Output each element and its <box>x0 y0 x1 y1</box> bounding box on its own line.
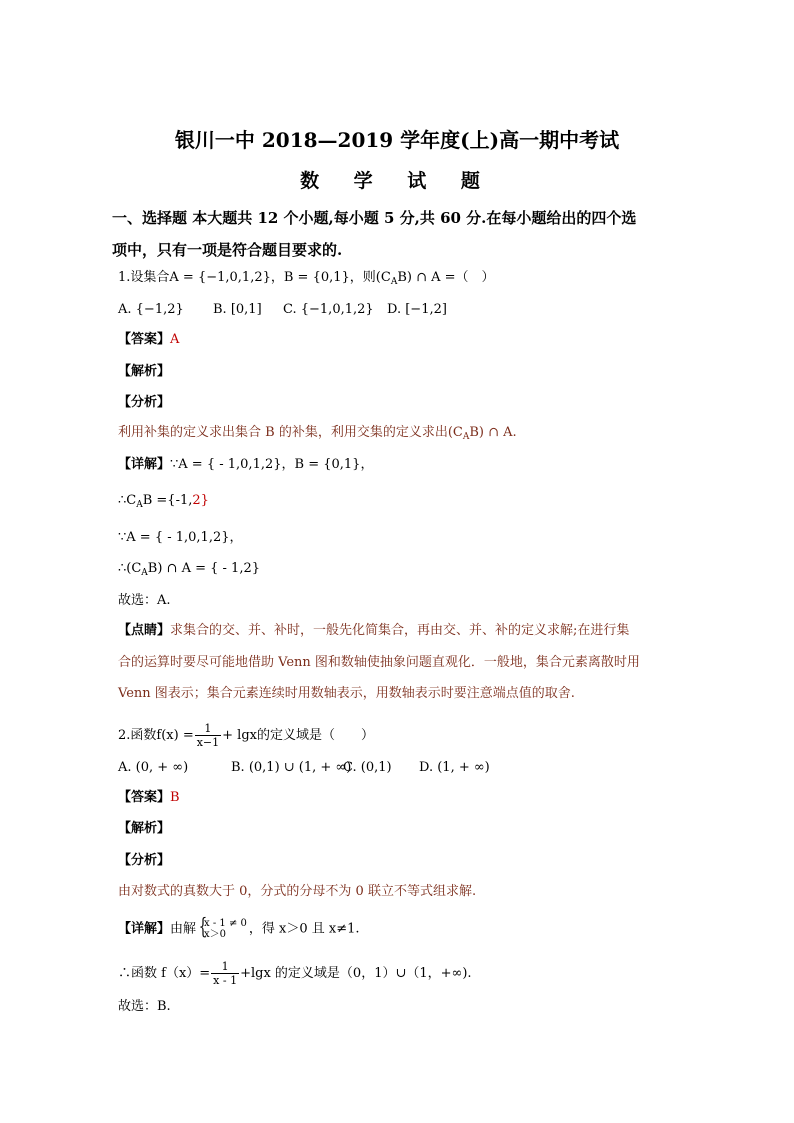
q2-answer: 【答案】B <box>118 790 180 805</box>
q1-point-line1: 【点睛】求集合的交、并、补时，一般先化简集合，再由交、并、补的定义求解;在进行集 <box>118 623 630 638</box>
q1-point-line3: Venn 图表示；集合元素连续时用数轴表示，用数轴表示时要注意端点值的取舍. <box>118 686 575 701</box>
q2-option-c: C. (0,1) <box>343 760 392 775</box>
q1-stem: 1.设集合A = {−1,0,1,2}，B = {0,1}，则$(C_AB)$ ∩ A =（ ） <box>118 270 495 287</box>
q2-options <box>118 758 490 778</box>
q2-inequality-system: { x - 1 ≠ 0 x＞0 <box>198 915 247 940</box>
q1-detail-step3: ∵A = { - 1,0,1,2}， <box>118 530 243 545</box>
q1-detail-step4: $\therefore(C_AB)$ ∩ A = { - 1,2} <box>118 561 260 578</box>
q1-point-line2: 合的运算时要尽可能地借助 Venn 图和数轴使抽象问题直观化．一般地，集合元素离散时用 <box>118 655 640 670</box>
q2-stem: 2.函数f(x) = $\frac{1}{x-1}$ + lgx的定义域是（ ） <box>118 722 374 749</box>
q2-fenxi-text: 由对数式的真数大于 0，分式的分母不为 0 联立不等式组求解. <box>118 884 477 899</box>
q2-option-d: D. (1, + ∞) <box>419 760 490 775</box>
section-heading-line1: 一、选择题 本大题共 12 个小题,每小题 5 分,共 60 分.在每小题给出的四个选 <box>112 209 637 227</box>
q2-fraction: $\frac{1}{x-1}$ <box>196 722 220 749</box>
q2-conclusion: ∴函数 f（x）= $\frac{1}{x - 1}$ +lgx 的定义域是（0，1）∪（1，+∞). <box>118 960 472 987</box>
q2-fenxi-label: 【分析】 <box>118 853 171 868</box>
q2-analysis-label: 【解析】 <box>118 821 171 836</box>
section-heading-line2: 项中，只有一项是符合题目要求的. <box>112 241 343 259</box>
q1-analysis-label: 【解析】 <box>118 364 171 379</box>
q1-detail-line1: 【详解】∵A = { - 1,0,1,2}，B = {0,1}， <box>118 457 374 472</box>
q1-option-b: B. [0,1] <box>213 302 262 317</box>
page-title: 银川一中 2018—2019 学年度(上)高一期中考试 <box>174 128 620 152</box>
page-subtitle: 数 学 试 题 <box>300 170 494 192</box>
q1-answer: 【答案】A <box>118 332 180 347</box>
q1-detail-step2: $\therefore C_AB =\{-1,2\}$ <box>118 493 209 510</box>
q1-choose: 故选：A. <box>118 593 171 608</box>
q2-option-b: B. (0,1) ∪ (1, + ∞) <box>231 760 352 775</box>
q1-option-c: C. {−1,0,1,2} <box>283 302 374 317</box>
q2-choose: 故选：B. <box>118 999 171 1014</box>
q1-options <box>118 300 447 320</box>
q2-conclusion-fraction: $\frac{1}{x - 1}$ <box>213 960 238 987</box>
q2-detail-line1: 【详解】由解 { x - 1 ≠ 0 x＞0 ，得 x＞0 且 x≠1. <box>118 915 360 940</box>
q1-fenxi-text: 利用补集的定义求出集合 B 的补集，利用交集的定义求出$(C_AB)$ ∩ A. <box>118 425 517 442</box>
q1-option-d: D. [−1,2] <box>387 302 447 317</box>
q1-option-a: A. {−1,2} <box>118 302 184 317</box>
q1-fenxi-label: 【分析】 <box>118 395 171 410</box>
q2-option-a: A. (0, + ∞) <box>118 760 189 775</box>
